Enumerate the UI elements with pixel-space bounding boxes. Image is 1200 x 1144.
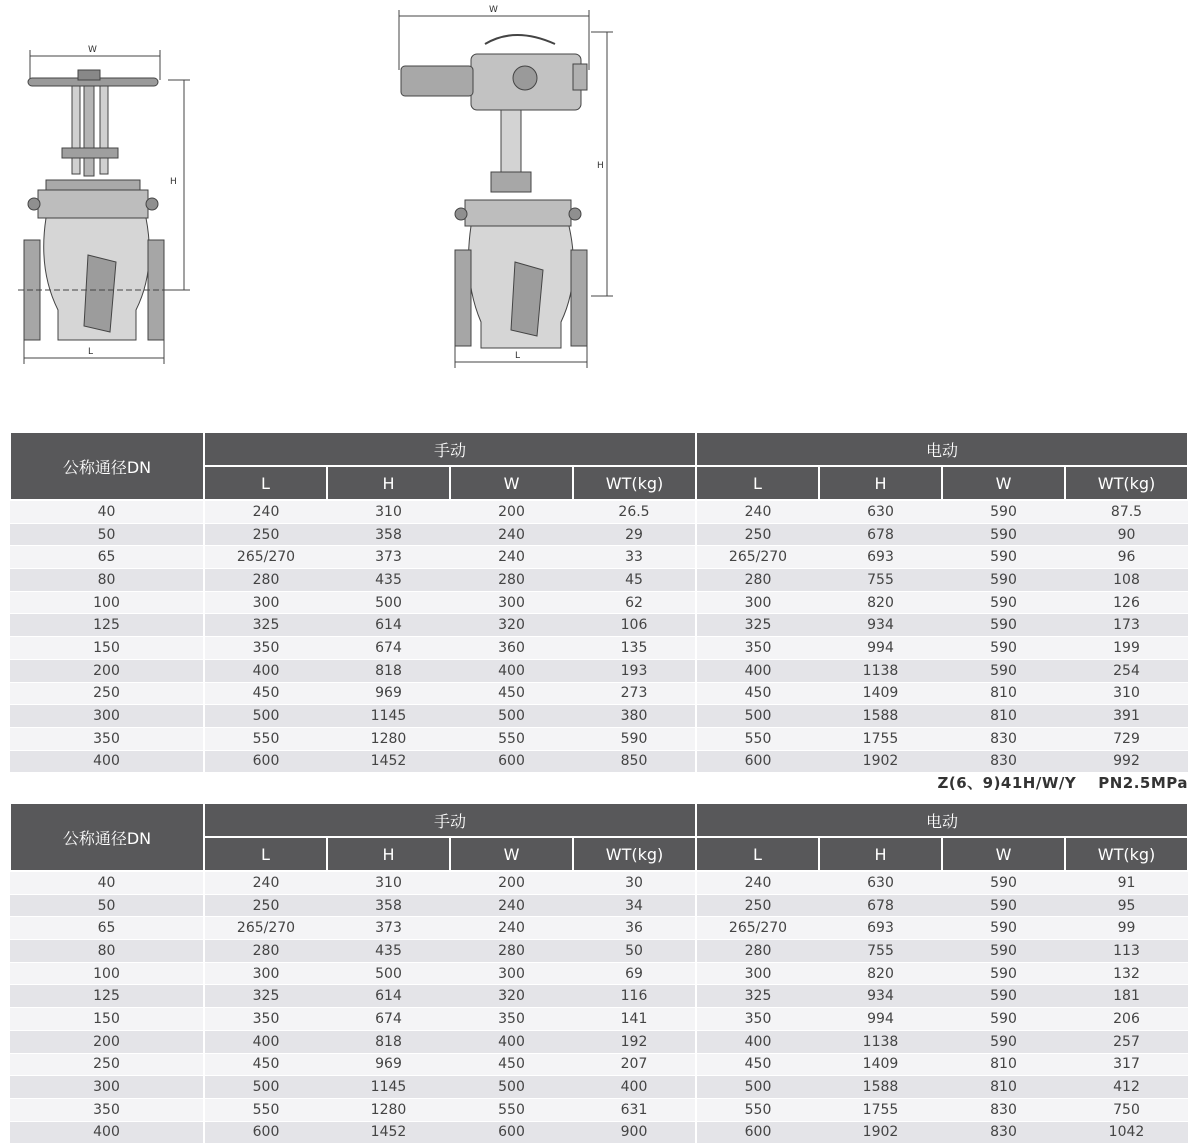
value-cell: 280 [696,940,819,963]
dn-cell: 65 [10,546,204,569]
table-row [10,1053,1188,1076]
electric-gate-valve-drawing [385,0,630,370]
value-cell: 450 [204,1053,327,1076]
value-cell: 250 [204,523,327,546]
table-row [10,659,1188,682]
value-cell: 30 [573,871,696,894]
value-cell: 250 [204,894,327,917]
table-row [10,591,1188,614]
value-cell: 934 [819,614,942,637]
value-cell: 1138 [819,1030,942,1053]
value-cell: 830 [942,750,1065,773]
col-header: WT(kg) [1065,466,1188,500]
value-cell: 820 [819,962,942,985]
value-cell: 1145 [327,1076,450,1099]
value-cell: 358 [327,523,450,546]
table-row [10,1030,1188,1053]
value-cell: 350 [204,1008,327,1031]
col-header: L [696,466,819,500]
value-cell: 69 [573,962,696,985]
table-row [10,917,1188,940]
value-cell: 810 [942,705,1065,728]
value-cell: 590 [942,1008,1065,1031]
value-cell: 969 [327,682,450,705]
value-cell: 500 [204,1076,327,1099]
dn-cell: 40 [10,871,204,894]
value-cell: 400 [573,1076,696,1099]
electric-width-label: W [489,5,498,15]
value-cell: 91 [1065,871,1188,894]
table-row [10,1098,1188,1121]
value-cell: 1409 [819,1053,942,1076]
value-cell: 310 [1065,682,1188,705]
value-cell: 631 [573,1098,696,1121]
value-cell: 106 [573,614,696,637]
value-cell: 755 [819,569,942,592]
value-cell: 325 [204,985,327,1008]
value-cell: 199 [1065,637,1188,660]
value-cell: 280 [204,940,327,963]
value-cell: 550 [696,727,819,750]
value-cell: 934 [819,985,942,1008]
dn-header: 公称通径DN [10,803,204,871]
value-cell: 126 [1065,591,1188,614]
value-cell: 590 [942,1030,1065,1053]
value-cell: 818 [327,1030,450,1053]
value-cell: 500 [450,705,573,728]
value-cell: 994 [819,1008,942,1031]
value-cell: 590 [942,962,1065,985]
value-cell: 325 [204,614,327,637]
value-cell: 1280 [327,1098,450,1121]
col-header: W [450,466,573,500]
value-cell: 250 [696,523,819,546]
value-cell: 34 [573,894,696,917]
value-cell: 350 [204,637,327,660]
value-cell: 992 [1065,750,1188,773]
value-cell: 36 [573,917,696,940]
value-cell: 96 [1065,546,1188,569]
value-cell: 693 [819,546,942,569]
value-cell: 325 [696,985,819,1008]
dn-cell: 40 [10,500,204,523]
value-cell: 590 [573,727,696,750]
value-cell: 1588 [819,1076,942,1099]
value-cell: 240 [696,500,819,523]
col-header: W [942,837,1065,871]
col-header: WT(kg) [573,837,696,871]
value-cell: 181 [1065,985,1188,1008]
value-cell: 600 [204,750,327,773]
dn-cell: 250 [10,1053,204,1076]
model-caption [937,772,1188,793]
value-cell: 820 [819,591,942,614]
value-cell: 600 [696,750,819,773]
value-cell: 630 [819,500,942,523]
value-cell: 590 [942,659,1065,682]
dn-cell: 50 [10,894,204,917]
table-row [10,985,1188,1008]
value-cell: 614 [327,614,450,637]
electric-header: 电动 [696,803,1188,837]
value-cell: 830 [942,727,1065,750]
value-cell: 500 [327,962,450,985]
value-cell: 360 [450,637,573,660]
value-cell: 1452 [327,750,450,773]
value-cell: 614 [327,985,450,1008]
value-cell: 1755 [819,727,942,750]
value-cell: 265/270 [204,917,327,940]
value-cell: 280 [450,569,573,592]
value-cell: 200 [450,500,573,523]
dn-cell: 65 [10,917,204,940]
value-cell: 116 [573,985,696,1008]
value-cell: 400 [204,659,327,682]
value-cell: 550 [450,1098,573,1121]
dn-cell: 250 [10,682,204,705]
value-cell: 1755 [819,1098,942,1121]
value-cell: 1409 [819,682,942,705]
value-cell: 678 [819,523,942,546]
dn-cell: 125 [10,614,204,637]
value-cell: 450 [204,682,327,705]
table-row [10,682,1188,705]
table-row [10,637,1188,660]
value-cell: 969 [327,1053,450,1076]
value-cell: 830 [942,1098,1065,1121]
value-cell: 206 [1065,1008,1188,1031]
value-cell: 590 [942,917,1065,940]
value-cell: 207 [573,1053,696,1076]
value-cell: 300 [204,962,327,985]
value-cell: 994 [819,637,942,660]
dn-header: 公称通径DN [10,432,204,500]
value-cell: 325 [696,614,819,637]
value-cell: 590 [942,569,1065,592]
value-cell: 45 [573,569,696,592]
value-cell: 300 [204,591,327,614]
value-cell: 240 [204,500,327,523]
table-row [10,750,1188,773]
dn-cell: 200 [10,659,204,682]
value-cell: 500 [450,1076,573,1099]
value-cell: 132 [1065,962,1188,985]
value-cell: 500 [696,1076,819,1099]
value-cell: 810 [942,1053,1065,1076]
value-cell: 113 [1065,940,1188,963]
value-cell: 29 [573,523,696,546]
col-header: L [204,466,327,500]
col-header: H [819,837,942,871]
value-cell: 590 [942,546,1065,569]
dn-cell: 125 [10,985,204,1008]
value-cell: 192 [573,1030,696,1053]
value-cell: 693 [819,917,942,940]
dn-cell: 350 [10,1098,204,1121]
value-cell: 450 [696,1053,819,1076]
dn-cell: 80 [10,569,204,592]
value-cell: 810 [942,1076,1065,1099]
value-cell: 1042 [1065,1121,1188,1144]
value-cell: 400 [696,1030,819,1053]
dn-cell: 200 [10,1030,204,1053]
table-row [10,705,1188,728]
value-cell: 373 [327,917,450,940]
value-cell: 320 [450,985,573,1008]
value-cell: 550 [450,727,573,750]
value-cell: 1452 [327,1121,450,1144]
manual-length-label: L [88,347,94,357]
table-row [10,546,1188,569]
table-row [10,727,1188,750]
table-row [10,500,1188,523]
dn-cell: 300 [10,705,204,728]
value-cell: 50 [573,940,696,963]
value-cell: 435 [327,940,450,963]
value-cell: 590 [942,523,1065,546]
value-cell: 450 [696,682,819,705]
value-cell: 412 [1065,1076,1188,1099]
value-cell: 300 [696,591,819,614]
value-cell: 450 [450,1053,573,1076]
value-cell: 755 [819,940,942,963]
electric-length-label: L [515,351,521,361]
value-cell: 240 [450,894,573,917]
value-cell: 590 [942,637,1065,660]
dn-cell: 80 [10,940,204,963]
col-header: H [327,466,450,500]
value-cell: 1902 [819,750,942,773]
value-cell: 280 [450,940,573,963]
value-cell: 400 [450,659,573,682]
col-header: H [327,837,450,871]
value-cell: 240 [450,917,573,940]
value-cell: 600 [450,1121,573,1144]
value-cell: 818 [327,659,450,682]
spec-table-2 [9,802,1189,1144]
value-cell: 99 [1065,917,1188,940]
dn-cell: 400 [10,750,204,773]
dn-cell: 100 [10,962,204,985]
col-header: W [942,466,1065,500]
value-cell: 435 [327,569,450,592]
value-cell: 254 [1065,659,1188,682]
value-cell: 1138 [819,659,942,682]
value-cell: 678 [819,894,942,917]
value-cell: 280 [204,569,327,592]
value-cell: 1588 [819,705,942,728]
value-cell: 26.5 [573,500,696,523]
pressure-rating: PN2.5MPa [1098,774,1188,792]
value-cell: 550 [204,727,327,750]
value-cell: 310 [327,500,450,523]
col-header: L [696,837,819,871]
value-cell: 600 [450,750,573,773]
value-cell: 135 [573,637,696,660]
value-cell: 729 [1065,727,1188,750]
value-cell: 674 [327,1008,450,1031]
value-cell: 590 [942,871,1065,894]
value-cell: 400 [450,1030,573,1053]
dn-cell: 350 [10,727,204,750]
value-cell: 674 [327,637,450,660]
value-cell: 193 [573,659,696,682]
value-cell: 33 [573,546,696,569]
value-cell: 600 [696,1121,819,1144]
manual-height-label: H [170,177,177,187]
value-cell: 300 [696,962,819,985]
value-cell: 1145 [327,705,450,728]
value-cell: 200 [450,871,573,894]
value-cell: 265/270 [696,546,819,569]
value-cell: 550 [696,1098,819,1121]
spec-table-1 [9,431,1189,773]
value-cell: 400 [696,659,819,682]
value-cell: 240 [204,871,327,894]
electric-header: 电动 [696,432,1188,466]
value-cell: 265/270 [696,917,819,940]
dn-cell: 150 [10,637,204,660]
table-row [10,614,1188,637]
value-cell: 590 [942,500,1065,523]
value-cell: 320 [450,614,573,637]
value-cell: 250 [696,894,819,917]
value-cell: 108 [1065,569,1188,592]
value-cell: 1280 [327,727,450,750]
col-header: L [204,837,327,871]
value-cell: 62 [573,591,696,614]
dn-cell: 100 [10,591,204,614]
value-cell: 257 [1065,1030,1188,1053]
value-cell: 500 [327,591,450,614]
value-cell: 500 [696,705,819,728]
value-cell: 600 [204,1121,327,1144]
value-cell: 87.5 [1065,500,1188,523]
table-row [10,940,1188,963]
model-code: Z(6、9)41H/W/Y [937,774,1077,792]
value-cell: 240 [450,546,573,569]
col-header: W [450,837,573,871]
manual-header: 手动 [204,803,696,837]
value-cell: 900 [573,1121,696,1144]
value-cell: 750 [1065,1098,1188,1121]
manual-gate-valve-drawing [18,40,198,370]
value-cell: 350 [450,1008,573,1031]
value-cell: 310 [327,871,450,894]
value-cell: 550 [204,1098,327,1121]
value-cell: 830 [942,1121,1065,1144]
value-cell: 350 [696,637,819,660]
value-cell: 280 [696,569,819,592]
value-cell: 373 [327,546,450,569]
value-cell: 590 [942,940,1065,963]
value-cell: 265/270 [204,546,327,569]
value-cell: 391 [1065,705,1188,728]
value-cell: 300 [450,591,573,614]
col-header: H [819,466,942,500]
value-cell: 590 [942,591,1065,614]
value-cell: 95 [1065,894,1188,917]
dn-cell: 50 [10,523,204,546]
table-row [10,871,1188,894]
value-cell: 240 [696,871,819,894]
table-row [10,1121,1188,1144]
table-row [10,1076,1188,1099]
value-cell: 350 [696,1008,819,1031]
manual-header: 手动 [204,432,696,466]
table-row [10,894,1188,917]
value-cell: 630 [819,871,942,894]
value-cell: 590 [942,614,1065,637]
value-cell: 358 [327,894,450,917]
value-cell: 90 [1065,523,1188,546]
manual-width-label: W [88,45,97,55]
value-cell: 1902 [819,1121,942,1144]
dn-cell: 300 [10,1076,204,1099]
value-cell: 500 [204,705,327,728]
electric-height-label: H [597,161,604,171]
value-cell: 590 [942,894,1065,917]
value-cell: 273 [573,682,696,705]
table-row [10,1008,1188,1031]
value-cell: 300 [450,962,573,985]
value-cell: 810 [942,682,1065,705]
dn-cell: 400 [10,1121,204,1144]
value-cell: 380 [573,705,696,728]
table-row [10,569,1188,592]
col-header: WT(kg) [1065,837,1188,871]
value-cell: 240 [450,523,573,546]
table-row [10,962,1188,985]
value-cell: 173 [1065,614,1188,637]
value-cell: 141 [573,1008,696,1031]
dn-cell: 150 [10,1008,204,1031]
value-cell: 590 [942,985,1065,1008]
col-header: WT(kg) [573,466,696,500]
value-cell: 450 [450,682,573,705]
table-row [10,523,1188,546]
value-cell: 850 [573,750,696,773]
value-cell: 400 [204,1030,327,1053]
value-cell: 317 [1065,1053,1188,1076]
